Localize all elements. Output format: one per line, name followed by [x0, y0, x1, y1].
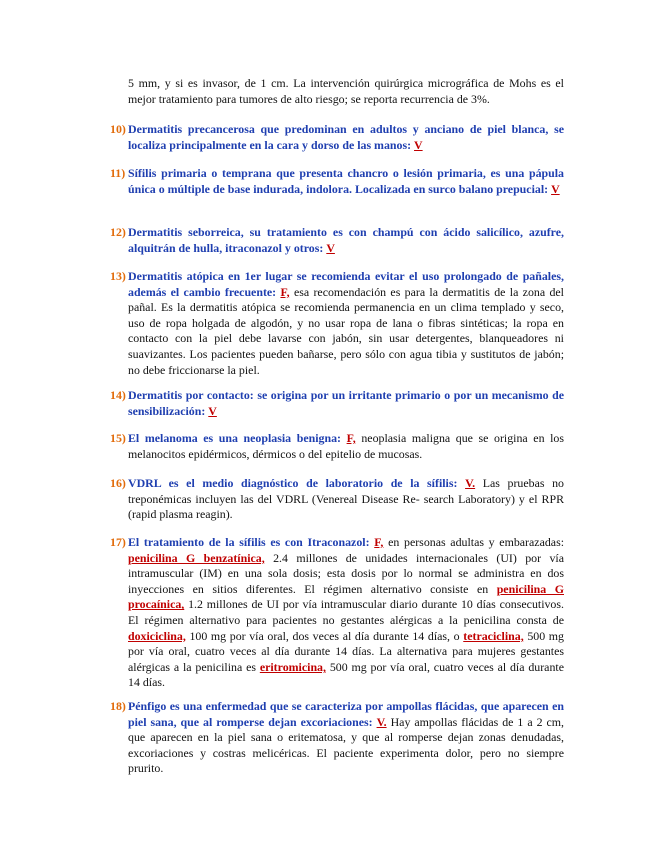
- item-number: 13): [110, 269, 126, 283]
- answer-mark: F,: [346, 431, 356, 445]
- question-text: Sífilis primaria o temprana que presenta chancro o lesión primaria, es una pápula única o múltiple de base indurada, indolora. Localizada en surco balano prepucial:: [128, 166, 564, 196]
- answer-mark: V: [414, 137, 423, 152]
- explanation-text: 1.2 millones de UI por vía intramuscular diario durante 10 días consecutivos. El régimen alternativo para pacientes no gestantes alérgicas a la penicilina consta de: [128, 597, 564, 627]
- answer-mark: V: [551, 181, 560, 196]
- drug-name: tetraciclina,: [463, 628, 524, 643]
- question-text: Dermatitis por contacto: se origina por un irritante primario o por un mecanismo de sensibilización:: [128, 388, 564, 418]
- item-number: 18): [110, 699, 126, 713]
- answer-mark: V: [326, 240, 335, 255]
- item-16: [110, 476, 564, 523]
- question-text: Dermatitis seborreica, su tratamiento es con champú con ácido salicílico, azufre, alquitrán de hulla, itraconazol y otros:: [128, 225, 564, 255]
- item-10: [110, 122, 564, 153]
- intro-paragraph: 5 mm, y si es invasor, de 1 cm. La intervención quirúrgica micrográfica de Mohs es el mejor tratamiento para tumores de alto riesgo; se reporta recurrencia de 3%.: [128, 76, 564, 106]
- item-body: [128, 166, 564, 197]
- item-13: [110, 269, 564, 378]
- explanation-text: esa recomendación es para la dermatitis de la zona del pañal. Es la dermatitis atópica se recomienda permanencia en un clima templado y seco, uso de ropa holgada de algodón, y no usar ropa de lana o fibras sintéticas; la ropa en contacto con la piel debe lavarse con jabón, sin usar detergentes, blanqueadores ni suavizantes. Los pacientes pueden bañarse, pero sólo con agua tibia y sustitutos de jabón; no debe friccionarse la piel.: [128, 284, 564, 377]
- item-number: 17): [110, 535, 126, 549]
- answer-mark: V.: [376, 714, 387, 729]
- explanation-text: Hay ampollas flácidas de 1 a 2 cm, que aparecen en la piel sana o eritematosa, y que al romperse dejan zonas denudadas, excoriaciones y costras melicéricas. El paciente experimenta dolor, pero no siempre prurito.: [128, 714, 564, 776]
- item-14: [110, 388, 564, 419]
- item-18: [110, 699, 564, 777]
- item-body: [128, 431, 564, 462]
- explanation-text: en personas adultas y embarazadas:: [388, 535, 564, 549]
- question-text: El melanoma es una neoplasia benigna:: [128, 431, 341, 445]
- explanation-text: 500 mg por vía oral, cuatro veces al día durante 14 días.: [128, 659, 564, 690]
- answer-mark: V.: [465, 476, 476, 490]
- explanation-text: 100 mg por vía oral, dos veces al día durante 14 días, o: [189, 628, 460, 643]
- drug-name: doxiciclina,: [128, 628, 186, 643]
- item-body: [128, 476, 564, 523]
- question-text: Pénfigo es una enfermedad que se caracteriza por ampollas flácidas, que aparecen en piel sana, que al romperse dejan excoriaciones:: [128, 699, 564, 729]
- item-body: [128, 388, 564, 419]
- item-body: [128, 699, 564, 777]
- answer-mark: F,: [280, 284, 290, 299]
- item-number: 16): [110, 476, 126, 490]
- drug-name: penicilina G procaínica,: [128, 581, 564, 612]
- item-body: [128, 269, 564, 378]
- item-17: [110, 535, 564, 691]
- item-body: [128, 225, 564, 256]
- item-number: 12): [110, 225, 126, 239]
- item-body: [128, 122, 564, 153]
- question-text: El tratamiento de la sífilis es con Itraconazol:: [128, 535, 370, 549]
- question-text: Dermatitis precancerosa que predominan en adultos y anciano de piel blanca, se localiza principalmente en la cara y dorso de las manos:: [128, 122, 564, 152]
- explanation-text: neoplasia maligna que se origina en los melanocitos epidérmicos, dérmicos o del epitelio de mucosas.: [128, 431, 564, 461]
- item-number: 10): [110, 122, 126, 136]
- item-15: [110, 431, 564, 462]
- answer-mark: F,: [374, 535, 384, 549]
- item-number: 14): [110, 388, 126, 402]
- drug-name: penicilina G benzatínica,: [128, 550, 265, 565]
- explanation-text: Las pruebas no treponémicas incluyen las del VDRL (Venereal Disease Re- search Laboratory) y el RPR (rapid plasma reagin).: [128, 476, 564, 522]
- item-number: 11): [110, 166, 126, 180]
- item-body: [128, 535, 564, 691]
- question-text: Dermatitis atópica en 1er lugar se recomienda evitar el uso prolongado de pañales, además el cambio frecuente:: [128, 269, 564, 299]
- explanation-text: 2.4 millones de unidades internacionales (UI) por vía intramuscular (IM) en una sola dosis; esta dosis por lo normal se administra en dos inyecciones en sitios diferentes. El régimen alternativo consiste en: [128, 550, 564, 596]
- explanation-text: 500 mg por vía oral, cuatro veces al día durante 14 días. La alternativa para mujeres gestantes alérgicas a la penicilina es: [128, 628, 564, 674]
- drug-name: eritromicina,: [259, 659, 326, 674]
- item-12: [110, 225, 564, 256]
- item-number: 15): [110, 431, 126, 445]
- answer-mark: V: [208, 403, 217, 418]
- question-text: VDRL es el medio diagnóstico de laboratorio de la sífilis:: [128, 476, 458, 490]
- item-11: [110, 166, 564, 197]
